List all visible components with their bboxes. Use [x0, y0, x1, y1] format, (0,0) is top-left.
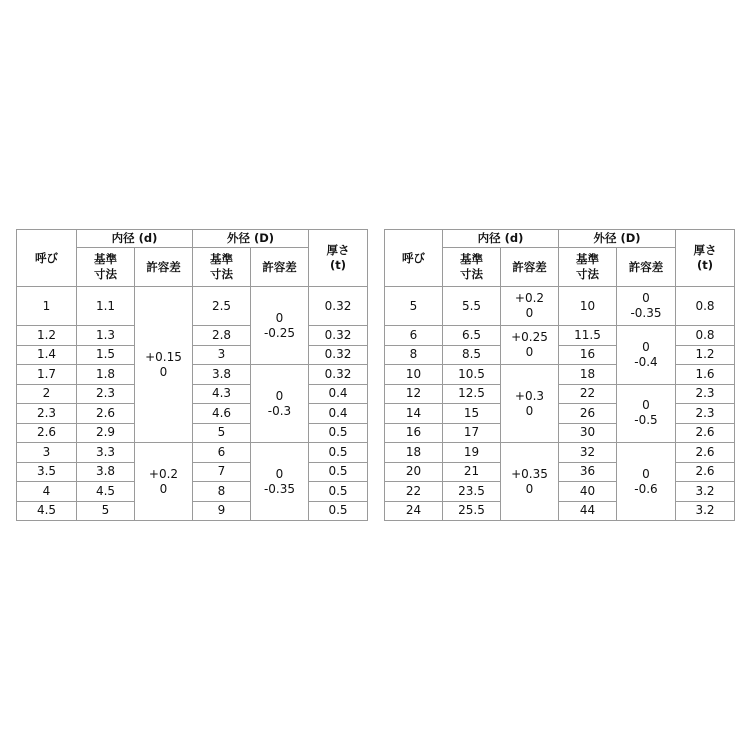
tol-upper: 0 — [275, 310, 284, 325]
table-row — [17, 423, 368, 443]
cell-nominal: 3 — [17, 443, 77, 463]
table-row — [17, 443, 368, 463]
cell-d: 19 — [443, 443, 501, 463]
table-row — [385, 482, 735, 502]
cell-t: 0.32 — [309, 365, 368, 385]
cell-D-tolerance — [617, 443, 676, 521]
cell-D: 18 — [559, 365, 617, 385]
table-row — [17, 404, 368, 424]
cell-t: 2.3 — [676, 404, 735, 424]
header-D-tolerance: 許容差 — [617, 248, 676, 287]
cell-t: 0.4 — [309, 404, 368, 424]
table-row — [385, 326, 735, 346]
cell-D: 6 — [193, 443, 251, 463]
header-basic-line1: 基準 — [576, 252, 599, 266]
table-row — [385, 287, 735, 326]
tol-lower: -0.6 — [634, 481, 658, 496]
tol-lower: -0.35 — [263, 481, 296, 496]
cell-nominal: 24 — [385, 501, 443, 521]
tol-upper: +0.35 — [511, 466, 548, 481]
cell-D: 40 — [559, 482, 617, 502]
table-row — [17, 482, 368, 502]
cell-t: 0.5 — [309, 462, 368, 482]
cell-d: 25.5 — [443, 501, 501, 521]
cell-D: 11.5 — [559, 326, 617, 346]
header-nominal: 呼び — [17, 230, 77, 287]
cell-t: 0.5 — [309, 501, 368, 521]
tol-lower: 0 — [525, 403, 534, 418]
cell-nominal: 10 — [385, 365, 443, 385]
table-row — [385, 423, 735, 443]
cell-D: 2.8 — [193, 326, 251, 346]
table-row — [385, 501, 735, 521]
cell-D-tolerance — [251, 287, 309, 365]
tol-lower: -0.4 — [634, 354, 658, 369]
header-inner-diameter: 内径 (d) — [443, 230, 559, 248]
cell-d: 3.3 — [77, 443, 135, 463]
cell-d: 6.5 — [443, 326, 501, 346]
header-D-basic-size — [193, 248, 251, 287]
header-d-tolerance: 許容差 — [501, 248, 559, 287]
header-basic-line2: 寸法 — [94, 267, 117, 281]
cell-t: 0.5 — [309, 482, 368, 502]
cell-t: 0.4 — [309, 384, 368, 404]
cell-nominal: 22 — [385, 482, 443, 502]
header-thickness-line1: 厚さ — [326, 243, 350, 257]
header-basic-line1: 基準 — [210, 252, 233, 266]
tol-upper: 0 — [642, 291, 650, 305]
cell-t: 1.2 — [676, 345, 735, 365]
header-outer-diameter: 外径 (D) — [193, 230, 309, 248]
cell-nominal: 3.5 — [17, 462, 77, 482]
cell-t: 2.6 — [676, 462, 735, 482]
header-thickness — [676, 230, 735, 287]
cell-D: 3.8 — [193, 365, 251, 385]
tol-lower: 0 — [525, 345, 534, 359]
table-row — [385, 443, 735, 463]
cell-nominal: 2 — [17, 384, 77, 404]
washer-spec-table-left — [16, 229, 368, 521]
cell-nominal: 6 — [385, 326, 443, 346]
cell-t: 3.2 — [676, 482, 735, 502]
cell-d-tolerance — [501, 326, 559, 365]
cell-D: 3 — [193, 345, 251, 365]
cell-d: 2.9 — [77, 423, 135, 443]
tol-lower: -0.25 — [263, 325, 296, 340]
table-row — [385, 462, 735, 482]
cell-D: 9 — [193, 501, 251, 521]
header-D-basic-size — [559, 248, 617, 287]
header-thickness — [309, 230, 368, 287]
cell-d-tolerance — [501, 287, 559, 326]
cell-nominal: 4 — [17, 482, 77, 502]
header-thickness-line1: 厚さ — [693, 243, 717, 257]
cell-D: 22 — [559, 384, 617, 404]
cell-d: 1.8 — [77, 365, 135, 385]
cell-D: 7 — [193, 462, 251, 482]
header-thickness-line2: (t) — [696, 258, 713, 272]
cell-nominal: 12 — [385, 384, 443, 404]
cell-d: 10.5 — [443, 365, 501, 385]
cell-D: 44 — [559, 501, 617, 521]
cell-d: 17 — [443, 423, 501, 443]
cell-d: 23.5 — [443, 482, 501, 502]
cell-nominal: 1.7 — [17, 365, 77, 385]
cell-D: 5 — [193, 423, 251, 443]
cell-d: 12.5 — [443, 384, 501, 404]
cell-t: 0.8 — [676, 326, 735, 346]
cell-D: 36 — [559, 462, 617, 482]
cell-D: 4.6 — [193, 404, 251, 424]
header-basic-line1: 基準 — [460, 252, 483, 266]
cell-t: 0.5 — [309, 423, 368, 443]
cell-D: 10 — [559, 287, 617, 326]
header-basic-line2: 寸法 — [460, 267, 483, 281]
cell-D: 30 — [559, 423, 617, 443]
cell-d: 3.8 — [77, 462, 135, 482]
cell-nominal: 8 — [385, 345, 443, 365]
cell-d: 2.6 — [77, 404, 135, 424]
cell-nominal: 1 — [17, 287, 77, 326]
cell-d-tolerance — [135, 443, 193, 521]
cell-t: 2.3 — [676, 384, 735, 404]
cell-D-tolerance — [617, 326, 676, 385]
header-d-tolerance: 許容差 — [135, 248, 193, 287]
cell-d: 21 — [443, 462, 501, 482]
cell-D: 8 — [193, 482, 251, 502]
cell-nominal: 4.5 — [17, 501, 77, 521]
cell-D-tolerance — [617, 287, 676, 326]
cell-t: 0.5 — [309, 443, 368, 463]
header-inner-diameter: 内径 (d) — [77, 230, 193, 248]
table-row — [385, 345, 735, 365]
table-row — [17, 345, 368, 365]
table-row — [17, 365, 368, 385]
header-basic-line2: 寸法 — [210, 267, 233, 281]
tol-upper: +0.2 — [514, 291, 545, 305]
table-row — [385, 365, 735, 385]
table-row — [385, 404, 735, 424]
cell-nominal: 1.4 — [17, 345, 77, 365]
tol-upper: +0.15 — [145, 349, 182, 364]
cell-t: 2.6 — [676, 443, 735, 463]
cell-t: 0.8 — [676, 287, 735, 326]
header-basic-line1: 基準 — [94, 252, 117, 266]
cell-d-tolerance — [501, 365, 559, 443]
cell-d: 5.5 — [443, 287, 501, 326]
table-row — [17, 462, 368, 482]
tol-lower: 0 — [525, 481, 534, 496]
cell-d-tolerance — [135, 287, 193, 443]
tol-upper: 0 — [642, 466, 650, 481]
cell-t: 0.32 — [309, 326, 368, 346]
cell-d: 1.3 — [77, 326, 135, 346]
cell-nominal: 14 — [385, 404, 443, 424]
cell-D: 16 — [559, 345, 617, 365]
cell-t: 3.2 — [676, 501, 735, 521]
tol-upper: 0 — [275, 466, 284, 481]
tol-lower: 0 — [159, 364, 168, 379]
tol-upper: 0 — [275, 388, 284, 403]
cell-t: 0.32 — [309, 287, 368, 326]
table-row — [17, 287, 368, 326]
header-thickness-line2: (t) — [329, 258, 346, 272]
cell-d: 5 — [77, 501, 135, 521]
header-D-tolerance: 許容差 — [251, 248, 309, 287]
cell-d: 15 — [443, 404, 501, 424]
cell-d: 2.3 — [77, 384, 135, 404]
header-basic-line2: 寸法 — [576, 267, 599, 281]
tol-upper: 0 — [642, 398, 650, 413]
cell-D-tolerance — [251, 365, 309, 443]
tol-lower: 0 — [525, 306, 534, 320]
cell-d: 1.5 — [77, 345, 135, 365]
header-d-basic-size — [443, 248, 501, 287]
table-row — [17, 501, 368, 521]
tol-lower: 0 — [159, 481, 168, 496]
tol-lower: -0.5 — [634, 413, 658, 428]
cell-t: 1.6 — [676, 365, 735, 385]
tol-lower: -0.3 — [267, 403, 292, 418]
cell-nominal: 18 — [385, 443, 443, 463]
cell-D: 2.5 — [193, 287, 251, 326]
table-row — [17, 326, 368, 346]
cell-D-tolerance — [251, 443, 309, 521]
table-row — [17, 384, 368, 404]
cell-d: 8.5 — [443, 345, 501, 365]
cell-nominal: 20 — [385, 462, 443, 482]
cell-nominal: 1.2 — [17, 326, 77, 346]
cell-nominal: 16 — [385, 423, 443, 443]
tol-upper: +0.25 — [511, 330, 548, 344]
tol-lower: -0.35 — [630, 306, 662, 320]
cell-nominal: 5 — [385, 287, 443, 326]
cell-D: 32 — [559, 443, 617, 463]
tol-upper: +0.3 — [514, 388, 545, 403]
tol-upper: 0 — [642, 339, 650, 354]
cell-d: 1.1 — [77, 287, 135, 326]
header-d-basic-size — [77, 248, 135, 287]
table-row — [385, 384, 735, 404]
header-nominal: 呼び — [385, 230, 443, 287]
header-outer-diameter: 外径 (D) — [559, 230, 676, 248]
tol-upper: +0.2 — [148, 466, 179, 481]
cell-d: 4.5 — [77, 482, 135, 502]
washer-spec-table-right — [384, 229, 735, 521]
cell-D: 26 — [559, 404, 617, 424]
cell-t: 0.32 — [309, 345, 368, 365]
cell-nominal: 2.3 — [17, 404, 77, 424]
cell-d-tolerance — [501, 443, 559, 521]
cell-t: 2.6 — [676, 423, 735, 443]
cell-D-tolerance — [617, 384, 676, 443]
cell-nominal: 2.6 — [17, 423, 77, 443]
cell-D: 4.3 — [193, 384, 251, 404]
